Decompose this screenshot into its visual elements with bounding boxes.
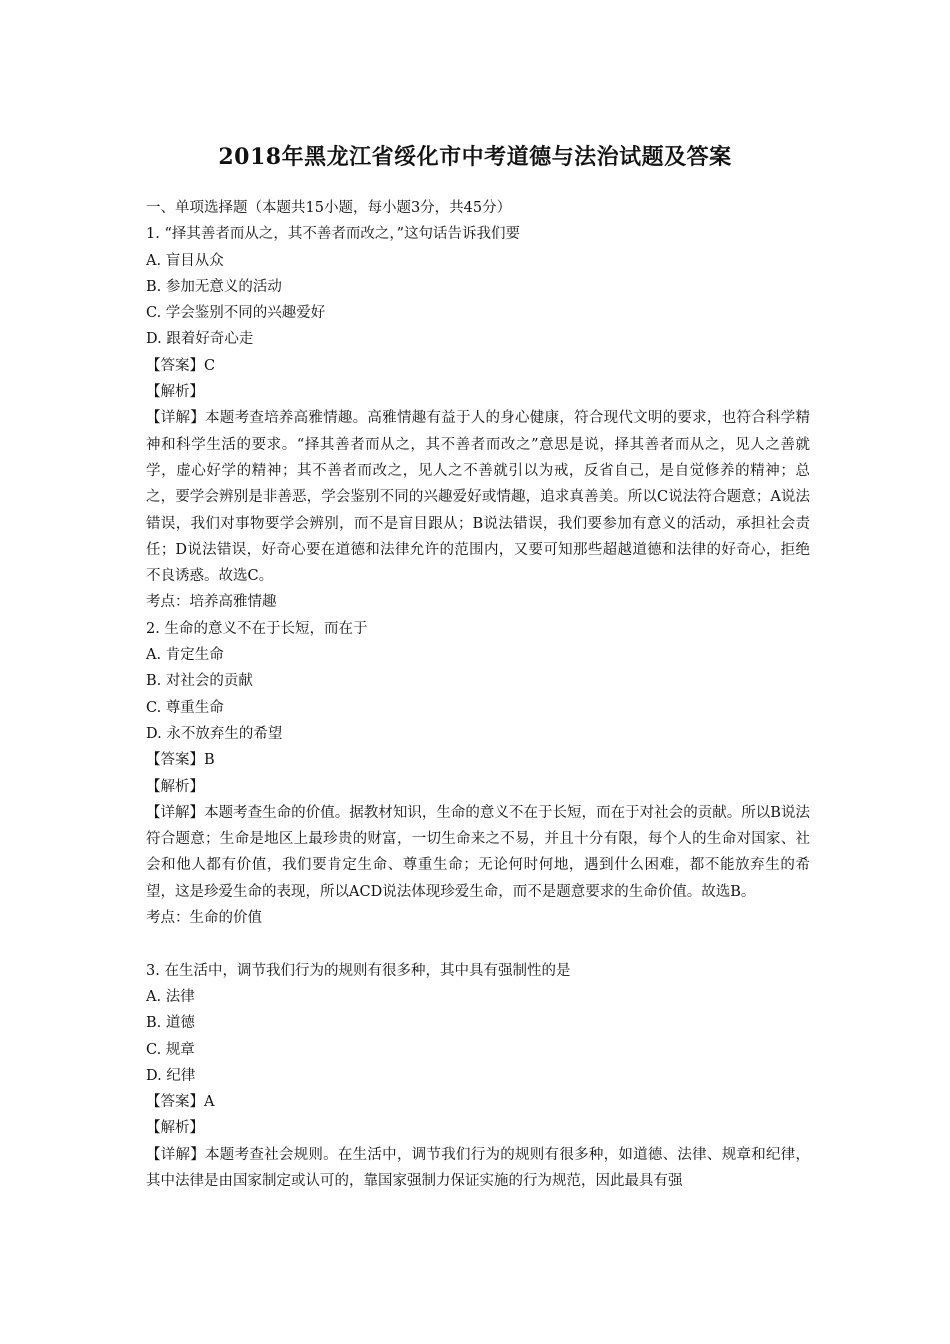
detail-paragraph: 【详解】本题考查培养高雅情趣。高雅情趣有益于人的身心健康，符合现代文明的要求，也符合科学精神和科学生活的要求。“择其善者而从之，其不善者而改之”意思是说，择其善者而从之，见人之善就学，虚心好学的精神；其不善者而改之，见人之不善就引以为戒，反省自己，是自觉修养的精神；总之，要学会辨别是非善恶，学会鉴别不同的兴趣爱好或情趣，追求真善美。所以C说法符合题意；A说法错误，我们对事物要学会辨别，而不是盲目跟从；B说法错误，我们要参加有意义的活动，承担社会责任；D说法错误，好奇心要在道德和法律允许的范围内，又要可知那些超越道德和法律的好奇心，拒绝不良诱惑。故选C。	[146, 410, 810, 585]
option-a: A. 盲目从众	[146, 252, 224, 269]
option-c: C. 规章	[146, 1041, 195, 1058]
detail-paragraph: 【详解】本题考查生命的价值。据教材知识，生命的意义不在于长短，而在于对社会的贡献。所以B说法符合题意；生命是地区上最珍贵的财富，一切生命来之不易，并且十分有限，每个人的生命对国家、社会和他人都有价值，我们要肯定生命、尊重生命；无论何时何地，遇到什么困难，都不能放弃生的希望，这是珍爱生命的表现，所以ACD说法体现珍爱生命，而不是题意要求的生命价值。故选B。	[146, 804, 810, 900]
question-block	[146, 221, 810, 615]
detail-paragraph: 【详解】本题考查社会规则。在生活中，调节我们行为的规则有很多种，如道德、法律、规章和纪律，其中法律是由国家制定或认可的，靠国家强制力保证实施的行为规范，因此最具有强	[146, 1146, 810, 1189]
analysis-label: 【解析】	[146, 1120, 204, 1137]
option-c: C. 学会鉴别不同的兴趣爱好	[146, 305, 326, 322]
option-d: D. 跟着好奇心走	[146, 331, 254, 348]
option-d: D. 纪律	[146, 1067, 196, 1084]
analysis-label: 【解析】	[146, 778, 204, 795]
section-heading: 一、单项选择题（本题共15小题，每小题3分，共45分）	[146, 200, 512, 216]
analysis-label: 【解析】	[146, 384, 204, 401]
question-stem: 3. 在生活中，调节我们行为的规则有很多种，其中具有强制性的是	[146, 962, 571, 979]
document-title: 2018年黑龙江省绥化市中考道德与法治试题及答案	[218, 144, 732, 170]
answer-line: 【答案】B	[146, 752, 215, 769]
document-body	[146, 195, 810, 1194]
question-block	[146, 958, 810, 1195]
option-b: B. 对社会的贡献	[146, 673, 253, 690]
answer-line: 【答案】A	[146, 1094, 215, 1111]
option-a: A. 法律	[146, 988, 195, 1005]
option-b: B. 道德	[146, 1015, 195, 1032]
answer-line: 【答案】C	[146, 357, 216, 374]
blank-line	[146, 931, 810, 957]
option-b: B. 参加无意义的活动	[146, 278, 282, 295]
knowledge-point: 考点：培养高雅情趣	[146, 594, 277, 611]
question-stem: 1. “择其善者而从之，其不善者而改之，”这句话告诉我们要	[146, 226, 521, 243]
option-c: C. 尊重生命	[146, 699, 224, 716]
knowledge-point: 考点：生命的价值	[146, 910, 262, 927]
option-d: D. 永不放弃生的希望	[146, 725, 283, 742]
option-a: A. 肯定生命	[146, 647, 224, 664]
question-block	[146, 616, 810, 932]
question-stem: 2. 生命的意义不在于长短，而在于	[146, 620, 368, 637]
